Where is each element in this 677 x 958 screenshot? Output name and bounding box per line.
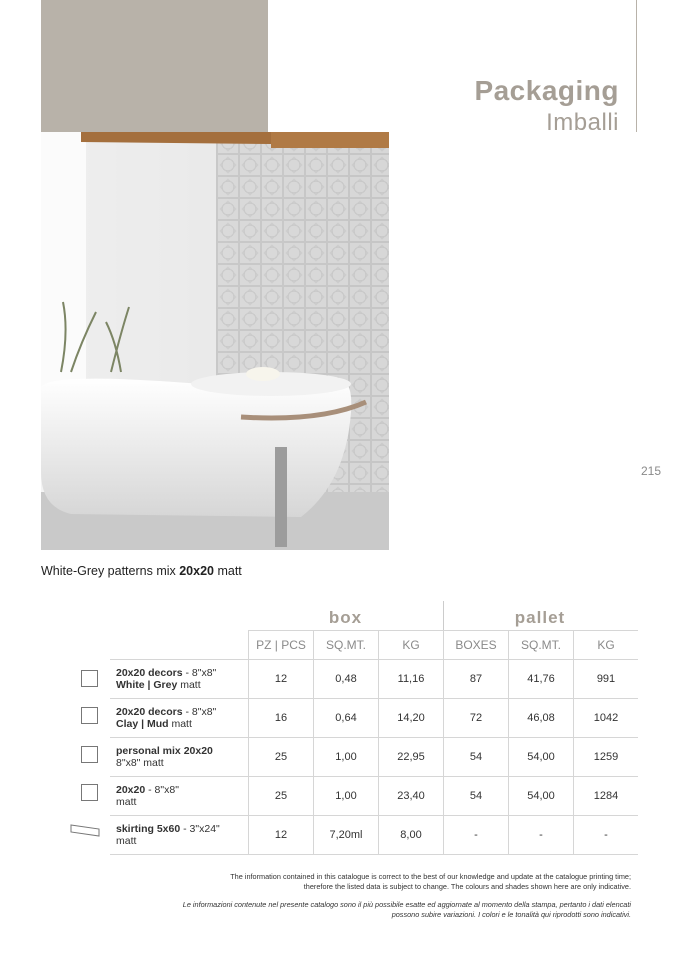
table-header-row <box>110 631 638 660</box>
cell: 0,64 <box>314 699 379 738</box>
cell: 87 <box>444 660 509 699</box>
cell: 72 <box>444 699 509 738</box>
cell: 16 <box>249 699 314 738</box>
caption-suffix: matt <box>214 564 242 578</box>
tile-square-icon <box>81 670 98 687</box>
cell: 1,00 <box>314 777 379 816</box>
row-desc: 20x20 decors - 8"x8" White | Grey matt <box>110 660 249 699</box>
col-boxes: BOXES <box>444 631 509 660</box>
tile-square-icon <box>81 746 98 763</box>
col-box-kg: KG <box>379 631 444 660</box>
group-pallet: pallet <box>514 608 566 627</box>
caption-text: White-Grey patterns mix <box>41 564 180 578</box>
col-pallet-sqmt: SQ.MT. <box>509 631 574 660</box>
table-row <box>110 816 638 855</box>
cell: 54 <box>444 777 509 816</box>
cell: 22,95 <box>379 738 444 777</box>
row-desc: skirting 5x60 - 3"x24" matt <box>110 816 249 855</box>
disclaimer-it: Le informazioni contenute nel presente catalogo sono il più possibile esatte ed aggiornate al momento della stampa, pertanto i dati elencati possono subire variazioni. I colori e le tonalità qui riprodotti sono indicativi. <box>182 900 631 919</box>
group-box: box <box>328 608 363 627</box>
cell: 1,00 <box>314 738 379 777</box>
table-row <box>110 660 638 699</box>
photo-caption <box>41 564 242 578</box>
cell: 11,16 <box>379 660 444 699</box>
header-blank <box>110 631 249 660</box>
vertical-rule <box>636 0 637 132</box>
col-pcs: PZ | PCS <box>249 631 314 660</box>
cell: - <box>509 816 574 855</box>
cell: 0,48 <box>314 660 379 699</box>
cell: 7,20ml <box>314 816 379 855</box>
title-imballi: Imballi <box>546 109 619 136</box>
caption-bold: 20x20 <box>179 564 214 578</box>
cell: 23,40 <box>379 777 444 816</box>
cell: 54,00 <box>509 738 574 777</box>
table-row <box>110 738 638 777</box>
cell: 8,00 <box>379 816 444 855</box>
cell: 991 <box>574 660 639 699</box>
skirting-icon <box>70 824 102 838</box>
page-number: 215 <box>640 464 661 478</box>
page-title <box>474 74 619 138</box>
cell: 1259 <box>574 738 639 777</box>
bathroom-photo <box>41 132 389 550</box>
cell: 14,20 <box>379 699 444 738</box>
col-box-sqmt: SQ.MT. <box>314 631 379 660</box>
cell: 12 <box>249 816 314 855</box>
col-pallet-kg: KG <box>574 631 639 660</box>
row-desc: personal mix 20x20 8"x8" matt <box>110 738 249 777</box>
color-block <box>41 0 268 132</box>
cell: - <box>574 816 639 855</box>
cell: 12 <box>249 660 314 699</box>
cell: 54,00 <box>509 777 574 816</box>
title-packaging: Packaging <box>474 75 619 106</box>
tile-square-icon <box>81 784 98 801</box>
disclaimer-en: The information contained in this catalogue is correct to the best of our knowledge and update at the catalogue printing time; therefore the listed data is subject to change. The colours and shades shown here are only indicative. <box>230 872 631 891</box>
cell: 1284 <box>574 777 639 816</box>
cell: 1042 <box>574 699 639 738</box>
row-desc: 20x20 - 8"x8" matt <box>110 777 249 816</box>
cell: 25 <box>249 738 314 777</box>
cell: 41,76 <box>509 660 574 699</box>
packaging-table <box>110 630 638 855</box>
cell: - <box>444 816 509 855</box>
cell: 25 <box>249 777 314 816</box>
cell: 54 <box>444 738 509 777</box>
cell: 46,08 <box>509 699 574 738</box>
row-desc: 20x20 decors - 8"x8" Clay | Mud matt <box>110 699 249 738</box>
table-row <box>110 777 638 816</box>
table-row <box>110 699 638 738</box>
tile-square-icon <box>81 707 98 724</box>
